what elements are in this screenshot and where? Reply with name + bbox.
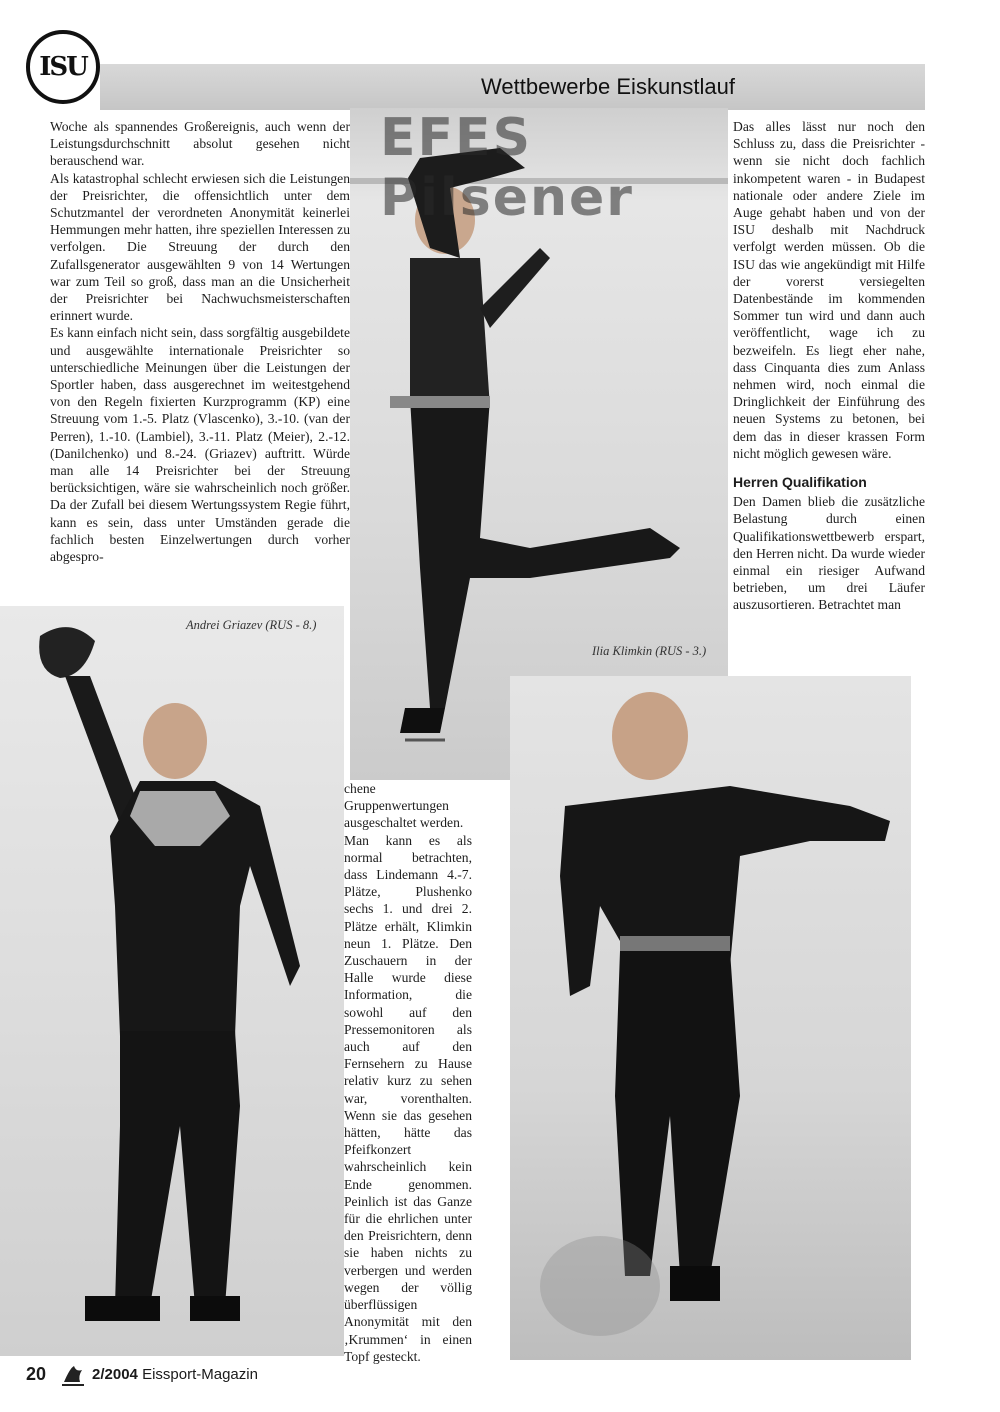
text-column-2 — [344, 780, 472, 1365]
issue-number: 2/2004 — [92, 1366, 138, 1383]
paragraph: Man kann es als normal betrachten, dass Lindemann 4.-7. Plätze, Plushenko sechs 1. und drei 2. Plätze erhält, Klimkin neun 1. Plätze. Den Zuschauern in der Halle wurde diese Information, die sowohl auf den Pressemonitoren als auch auf den Fernsehern zu Hause relativ kurz zu sehen war, vorenthalten. Wenn sie das gesehen hätten, hätte das Pfeifkonzert wahrscheinlich kein Ende genommen. Peinlich ist das Ganze für die ehrlichen unter den Preisrichtern, denn sie haben nichts zu verbergen und werden wegen der völlig überflüssigen Anonymität mit den ‚Krummen‘ in einen Topf gesteckt. — [344, 832, 472, 1364]
paragraph: Den Damen blieb die zusätzliche Belastung durch einen Qualifikationswettbewerb erspart, den Herren nicht. Da wurde wieder einmal ein riesiger Aufwand betrieben, um drei Läufer auszusortieren. Betrachtet man — [733, 494, 925, 613]
arena-banner: EFES Pilsener — [380, 108, 634, 228]
issue-label — [92, 1366, 258, 1383]
text-column-1 — [50, 118, 350, 565]
paragraph: Woche als spannendes Großereignis, auch wenn der Leistungsdurchschnitt absolut gesehen nicht berauschend war. — [50, 119, 350, 169]
photo-griazev — [0, 606, 344, 1356]
paragraph: Es kann einfach nicht sein, dass sorgfältig ausgebildete und ausgewählte internationale Preisrichter so unterschiedliche Meinungen über die Leistungen der Sportler haben, dass ausgerechnet im weitestgehend von den Regeln fixierten Kurzprogramm (KP) eine Streuung vom 1.-5. Platz (Vlascenko), 3.-10. (van der Perren), 1.-10. (Lambiel), 3.-11. Platz (Meier), 2.-12. (Danilchenko) und 8.-24. (Griazev) auftritt. Würde man alle 14 Preisrichter bei der Streuung berücksichtigen, wäre sie wahrscheinlich noch größer. Da der Zufall bei diesem Wertungssystem Regie führt, kann es sein, dass unter Umständen gerade die fachlich besten Einzelwertungen durch vorher abgespro- — [50, 325, 350, 565]
skater-silhouette-klimkin — [510, 676, 911, 1360]
paragraph: Als katastrophal schlecht erwiesen sich die Leistungen der Preisrichter, die offensichtlich unter dem Schutzmantel der verordneten Anonymität keinerlei Hemmungen mehr hatten, ihre speziellen Interessen zu verfolgen. Die Streuung der durch den Zufallsgenerator ausgewählten 9 von 14 Wertungen war zum Teil so groß, dass man an die Unsicherheit der Preisrichter bei Nachwuchsmeisterschaften erinnert wurde. — [50, 170, 350, 324]
skater-logo-icon — [60, 1362, 86, 1388]
caption-griazev: Andrei Griazev (RUS - 8.) — [186, 618, 317, 632]
page-number: 20 — [26, 1364, 47, 1384]
photo-klimkin-bow — [510, 676, 911, 1360]
paragraph: Das alles lässt nur noch den Schluss zu, dass die Preisrichter - wenn sie nicht doch fachlich inkompetent waren - in Budapest nationale oder andere Ziele im Auge gehabt haben und von der ISU deshalb mit Nachdruck verfolgt werden müssen. Ob die ISU das wie angekündigt mit Hilfe der vorerst versiegelten Datenbestände im kommenden Sommer tun wird und dann auch veröffentlicht, wage ich zu bezweifeln. Es liegt eher nahe, dass Cinquanta dies zum Anlass nehmen wird, noch einmal die Dringlichkeit der Einführung des neuen Systems zu betonen, bei dem das in dieser krassen Form nicht möglich gewesen wäre. — [733, 119, 925, 461]
isu-logo: ISU — [26, 30, 100, 104]
section-heading: Herren Qualifikation — [733, 474, 867, 491]
skater-silhouette-griazev — [0, 606, 344, 1356]
text-column-3 — [733, 118, 925, 614]
caption-klimkin: Ilia Klimkin (RUS - 3.) — [592, 644, 707, 658]
page-title: Wettbewerbe Eiskunstlauf — [481, 74, 735, 99]
magazine-name: Eissport-Magazin — [142, 1366, 258, 1383]
paragraph: chene Gruppenwertungen ausgeschaltet werden. — [344, 781, 464, 831]
